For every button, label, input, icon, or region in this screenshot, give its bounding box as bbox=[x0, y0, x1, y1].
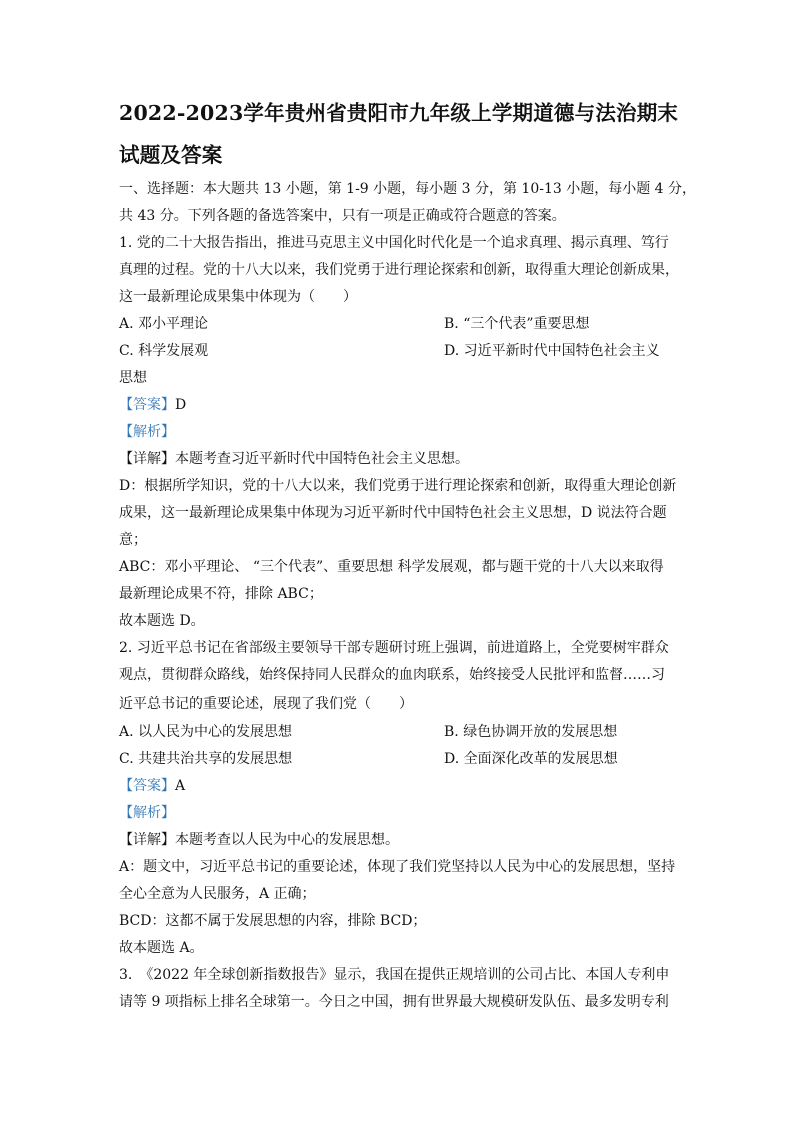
question-stem: 请等 9 项指标上排名全球第一。今日之中国，拥有世界最大规模研发队伍、最多发明专利 bbox=[119, 994, 669, 1010]
question-stem: 观点，贯彻群众路线，始终保持同人民群众的血肉联系，始终接受人民批评和监督……习 bbox=[119, 667, 665, 683]
question-stem: 3. 《2022 年全球创新指数报告》显示，我国在提供正规培训的公司占比、本国人专利申 bbox=[119, 967, 670, 983]
question-2 bbox=[119, 635, 675, 962]
detail-line: D：根据所学知识，党的十八大以来，我们党勇于进行理论探索和创新，取得重大理论创新 bbox=[119, 478, 677, 494]
section-instructions bbox=[119, 176, 697, 230]
detail-line: 【详解】本题考查习近平新时代中国特色社会主义思想。 bbox=[119, 451, 469, 467]
question-stem: 2. 习近平总书记在省部级主要领导干部专题研讨班上强调，前进道路上，全党要树牢群众 bbox=[119, 640, 669, 656]
detail-line: BCD：这都不属于发展思想的内容，排除 BCD； bbox=[119, 913, 427, 929]
detail-line: A：题文中，习近平总书记的重要论述，体现了我们党坚持以人民为中心的发展思想，坚持 bbox=[119, 859, 676, 875]
option-d-continued: 思想 bbox=[119, 370, 147, 386]
detail-line: 意； bbox=[119, 532, 147, 548]
detail-line: 最新理论成果不符，排除 ABC； bbox=[119, 586, 323, 602]
answer-line bbox=[119, 773, 675, 800]
options-row bbox=[119, 338, 675, 365]
detail-line: 故本题选 A。 bbox=[119, 940, 204, 956]
answer-tag: 【答案】 bbox=[119, 778, 175, 794]
detail-line: 全心全意为人民服务，A 正确； bbox=[119, 886, 316, 902]
analysis-tag: 【解析】 bbox=[119, 805, 175, 821]
option-a: A. 以人民为中心的发展思想 bbox=[119, 724, 293, 740]
answer-tag: 【答案】 bbox=[119, 397, 175, 413]
option-b: B. “三个代表”重要思想 bbox=[444, 316, 590, 332]
answer-value: D bbox=[175, 397, 187, 413]
option-c: C. 共建共治共享的发展思想 bbox=[119, 751, 293, 767]
question-stem: 这一最新理论成果集中体现为（ ） bbox=[119, 289, 357, 305]
question-3 bbox=[119, 962, 675, 1016]
question-1 bbox=[119, 230, 679, 635]
option-d: D. 全面深化改革的发展思想 bbox=[444, 751, 618, 767]
option-d: D. 习近平新时代中国特色社会主义 bbox=[444, 343, 660, 359]
text-line: 共 43 分。下列各题的备选答案中，只有一项是正确或符合题意的答案。 bbox=[119, 208, 566, 224]
question-stem: 1. 党的二十大报告指出，推进马克思主义中国化时代化是一个追求真理、揭示真理、笃行 bbox=[119, 235, 669, 251]
options-row bbox=[119, 311, 675, 338]
analysis-tag: 【解析】 bbox=[119, 424, 175, 440]
detail-line: 【详解】本题考查以人民为中心的发展思想。 bbox=[119, 832, 399, 848]
question-stem: 真理的过程。党的十八大以来，我们党勇于进行理论探索和创新，取得重大理论创新成果， bbox=[119, 262, 679, 278]
document-title-line2: 试题及答案 bbox=[119, 143, 223, 167]
answer-value: A bbox=[175, 778, 186, 794]
detail-line: 故本题选 D。 bbox=[119, 613, 205, 629]
detail-line: ABC：邓小平理论、 “三个代表”、重要思想 科学发展观，都与题干党的十八大以来取得 bbox=[119, 559, 664, 575]
options-row bbox=[119, 746, 675, 773]
text-line: 一、选择题：本大题共 13 小题，第 1-9 小题，每小题 3 分，第 10-13 小题，每小题 4 分， bbox=[119, 181, 697, 197]
detail-line: 成果，这一最新理论成果集中体现为习近平新时代中国特色社会主义思想，D 说法符合题 bbox=[119, 505, 667, 521]
question-stem: 近平总书记的重要论述，展现了我们党（ ） bbox=[119, 696, 413, 712]
option-b: B. 绿色协调开放的发展思想 bbox=[444, 724, 618, 740]
option-c: C. 科学发展观 bbox=[119, 343, 209, 359]
options-row bbox=[119, 719, 675, 746]
document-title-line1: 2022-2023学年贵州省贵阳市九年级上学期道德与法治期末 bbox=[119, 101, 679, 125]
document-body bbox=[119, 176, 697, 1016]
answer-line bbox=[119, 392, 675, 419]
option-a: A. 邓小平理论 bbox=[119, 316, 209, 332]
